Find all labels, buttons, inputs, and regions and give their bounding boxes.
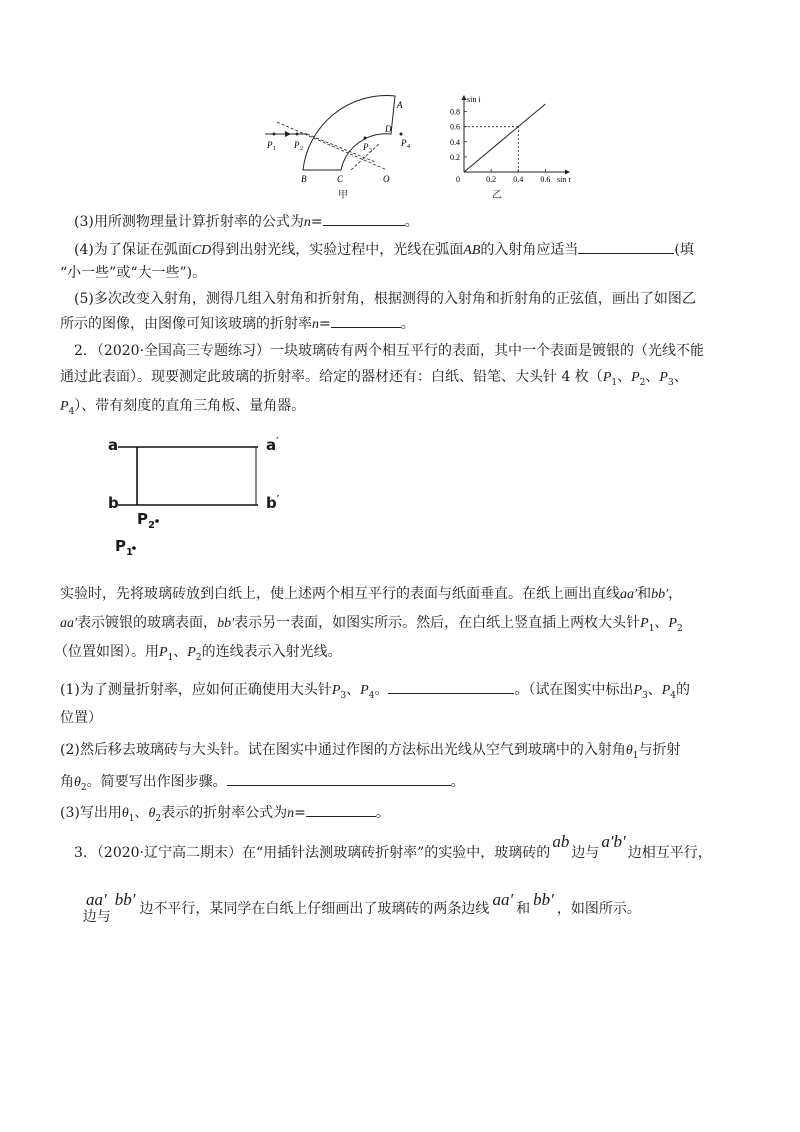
q2-item2: (2)然后移去玻璃砖与大头针。试在图实中通过作图的方法标出光线从空气到玻璃中的入射角$\theta_1$与折射 [60, 742, 681, 761]
q2-para3: （位置如图）。用$P_1$、$P_2$的连线表示入射光线。 [54, 644, 342, 663]
label-O: O [383, 174, 390, 184]
caption-jia: 甲 [338, 190, 348, 201]
q1-item4-cont: “小一些”或“大一些”)。 [60, 265, 207, 281]
q2-para2: aa′表示镀银的玻璃表面，bb′表示另一表面，如图实所示。然后，在白纸上竖直插上两枚大头针$P_1$、$P_2$ [60, 615, 683, 634]
answer-blank[interactable] [331, 313, 401, 328]
answer-blank[interactable] [578, 239, 674, 254]
answer-blank[interactable] [388, 679, 514, 694]
y-tick-label: 0.8 [450, 107, 460, 117]
pin-p2 [155, 519, 159, 523]
x-tick-label: 0.2 [486, 175, 497, 184]
label-A: A [397, 100, 403, 110]
q2-item3: (3)写出用$\theta_1$、$\theta_2$表示的折射率公式为n= 。 [60, 802, 390, 829]
label-P2: $P_2$ [137, 510, 155, 531]
q1-item5: (5)多次改变入射角，测得几组入射角和折射角，根据测得的入射角和折射角的正弦值，画出了如图乙 [74, 291, 696, 307]
label-b: b [108, 494, 119, 512]
q2-stem-line2: 通过此表面）。现要测定此玻璃的折射率。给定的器材还有：白纸、铅笔、大头针 4 枚（$P_1$、$P_2$、$P_3$、 [60, 369, 688, 388]
label-P3-sub: 3 [369, 148, 372, 154]
q2-item1: (1)为了测量折射率，应如何正确使用大头针$P_3$、$P_4$。 。（试在图实中标出$P_3$、$P_4$的 [60, 679, 690, 706]
figure-jia [255, 92, 420, 192]
y-tick-label: 0.2 [450, 152, 460, 162]
label-a: a [108, 436, 119, 454]
q2-stem-line1: 2．（2020·全国高三专题练习）一块玻璃砖有两个相互平行的表面，其中一个表面是镀银的（光线不能 [74, 343, 704, 359]
series-line [464, 104, 545, 172]
q3-line2: aa′边与bb′ 边不平行，某同学在白纸上仔细画出了玻璃砖的两条边线 aa′ 和 bb′ ，如图所示。 [82, 890, 641, 925]
pin-p1 [273, 133, 276, 136]
q1-item4: (4)为了保证在弧面CD得到出射光线，实验过程中，光线在弧面AB的入射角应适当 (填 [74, 239, 694, 261]
label-P1: $P_1$ [115, 537, 133, 558]
q1-item5-cont: 所示的图像，由图像可知该玻璃的折射率n= 。 [60, 313, 415, 335]
y-tick-label: 0.4 [450, 137, 460, 147]
label-P2-sub: 2 [300, 146, 303, 152]
q2-item2-cont: 角$\theta_2$。简要写出作图步骤。 。 [60, 771, 465, 798]
answer-blank[interactable] [306, 802, 376, 817]
label-P2: P [294, 140, 300, 150]
pin-p2 [296, 133, 299, 136]
label-P4-sub: 4 [407, 144, 410, 150]
q2-item1-cont: 位置） [60, 710, 102, 726]
label-P1-sub: 1 [273, 146, 276, 152]
glass-quarter-annulus [303, 96, 395, 170]
q2-para1: 实验时，先将玻璃砖放到白纸上，使上述两个相互平行的表面与纸面垂直。在纸上画出直线aa′和bb′， [60, 586, 683, 602]
q2-stem-line3: $P_4$）、带有刻度的直角三角板、量角器。 [60, 398, 306, 417]
label-P4: P [401, 138, 407, 148]
label-P1: P [267, 140, 273, 150]
y-tick-label: 0.6 [450, 122, 460, 132]
label-B: B [301, 174, 307, 184]
label-b-prime: b′ [266, 494, 280, 512]
caption-yi: 乙 [492, 190, 502, 201]
origin-label: 0 [456, 175, 460, 184]
x-axis-arrow-icon [565, 170, 570, 175]
pin-p4 [400, 133, 403, 136]
y-axis-label: sin i [467, 95, 481, 104]
x-axis-label: sin r [557, 175, 571, 184]
answer-blank[interactable] [227, 771, 451, 786]
figure-yi-chart [438, 95, 571, 184]
label-C: C [337, 174, 344, 184]
label-P3: P [363, 142, 369, 152]
answer-blank[interactable] [323, 211, 405, 226]
ray-arrow-icon [285, 131, 291, 137]
x-tick-label: 0.4 [513, 175, 524, 184]
q1-item3: (3)用所测物理量计算折射率的公式为n= 。 [74, 211, 419, 233]
x-tick-label: 0.6 [540, 175, 551, 184]
label-D: D [385, 124, 392, 134]
pin-p3 [364, 137, 367, 140]
label-a-prime: a′ [266, 436, 279, 454]
q3-line1: 3．（2020·辽宁高二期末）在“用插针法测玻璃砖折射率”的实验中，玻璃砖的ab边与a′b′边相互平行， [74, 832, 712, 861]
y-axis-arrow-icon [462, 95, 467, 100]
